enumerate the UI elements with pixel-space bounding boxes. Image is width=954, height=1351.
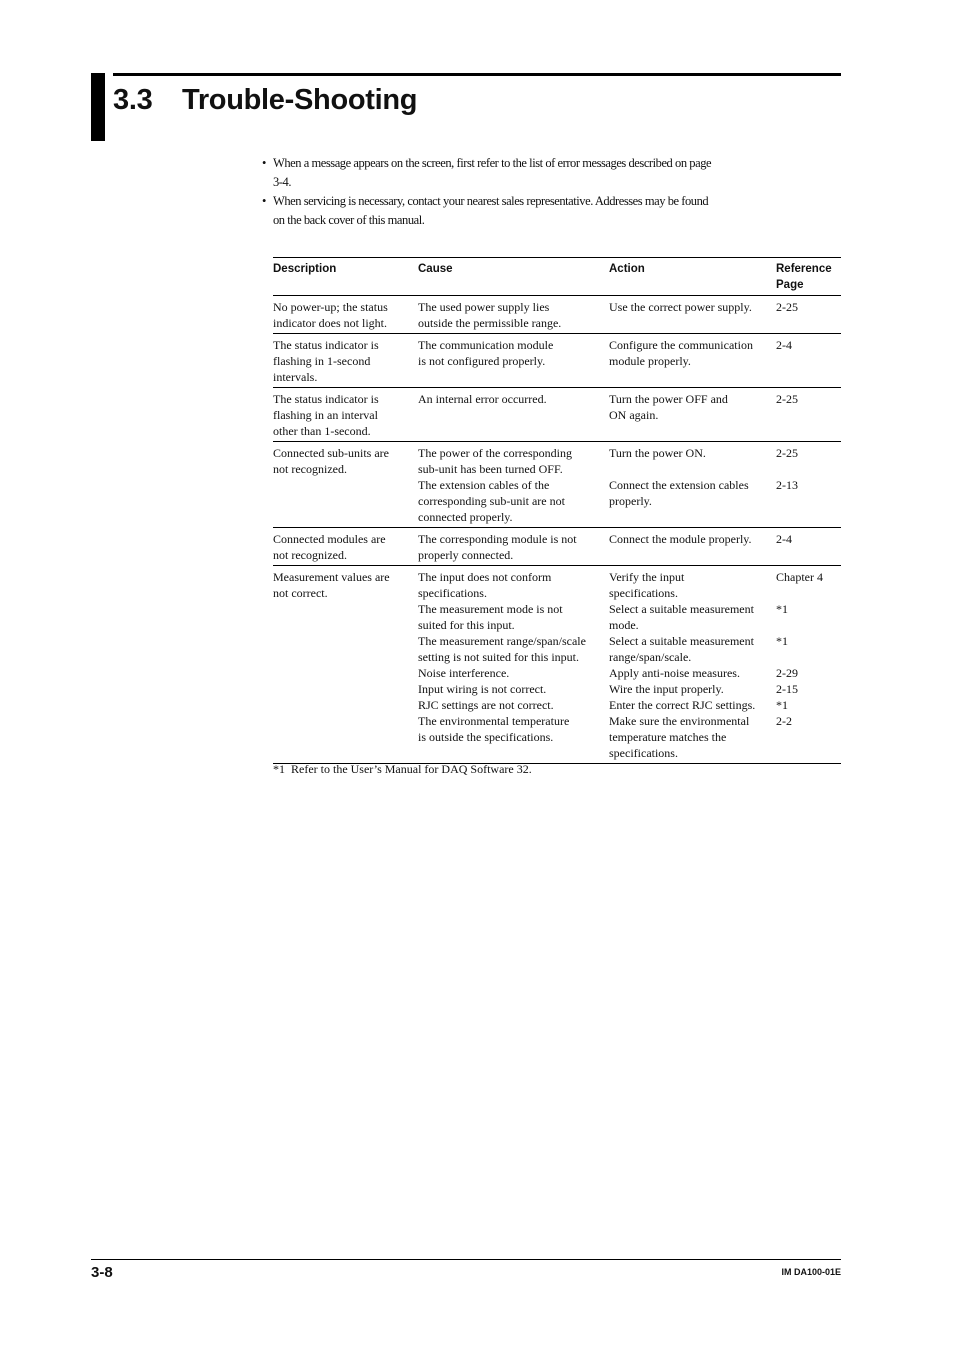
cause-entry [418, 477, 609, 525]
table-row [273, 388, 841, 442]
action-entry [609, 665, 776, 681]
header-label: Reference [776, 263, 832, 275]
reference-cell [776, 388, 841, 442]
action-line: Apply anti-noise measures. [609, 666, 740, 680]
description-line: flashing in an interval [273, 408, 378, 422]
reference-entry [776, 477, 841, 525]
reference-page: 2-15 [776, 682, 798, 696]
cause-cell [418, 296, 609, 334]
footnote [273, 762, 532, 776]
reference-page: 2-25 [776, 300, 798, 314]
table-row [273, 528, 841, 566]
reference-page: *1 [776, 634, 788, 648]
section-heading [113, 82, 417, 118]
cause-line: The measurement range/span/scale [418, 634, 586, 648]
reference-entry [776, 633, 841, 665]
intro-text-line: 3-4. [273, 175, 291, 189]
cause-entry [418, 569, 609, 601]
action-entry [609, 477, 776, 525]
action-entry [609, 337, 776, 369]
cause-line: specifications. [418, 586, 487, 600]
reference-cell [776, 442, 841, 528]
action-cell [609, 442, 776, 528]
reference-entry [776, 299, 841, 331]
page-number: 3-8 [91, 1264, 113, 1281]
table-row [273, 296, 841, 334]
header-label: Description [273, 263, 337, 275]
intro-bullet-item [262, 154, 762, 192]
action-entry [609, 633, 776, 665]
trouble-shooting-table [273, 257, 841, 764]
action-line: module properly. [609, 354, 691, 368]
header-label: Action [609, 263, 645, 275]
description-cell [273, 334, 418, 388]
action-line: Connect the extension cables [609, 478, 749, 492]
reference-page: 2-25 [776, 392, 798, 406]
table-header-row [273, 258, 841, 296]
description-line: The status indicator is [273, 338, 379, 352]
cause-cell [418, 334, 609, 388]
reference-entry [776, 337, 841, 369]
description-cell [273, 296, 418, 334]
reference-page: *1 [776, 698, 788, 712]
cause-entry [418, 713, 609, 761]
header-label: Page [776, 279, 804, 291]
action-line: specifications. [609, 586, 678, 600]
action-line: mode. [609, 618, 639, 632]
description-line: flashing in 1-second [273, 354, 371, 368]
reference-entry [776, 531, 841, 563]
column-header-action [609, 258, 776, 296]
cause-line: setting is not suited for this input. [418, 650, 579, 664]
cause-entry [418, 531, 609, 563]
cause-cell [418, 528, 609, 566]
action-entry [609, 445, 776, 477]
description-cell [273, 566, 418, 764]
action-entry [609, 569, 776, 601]
cause-line: The extension cables of the [418, 478, 550, 492]
action-line: properly. [609, 494, 652, 508]
reference-page: 2-2 [776, 714, 792, 728]
description-cell [273, 528, 418, 566]
section-title: Trouble-Shooting [182, 84, 418, 116]
reference-entry [776, 601, 841, 633]
description-line: Connected sub-units are [273, 446, 389, 460]
bullet-mark: • [262, 156, 266, 170]
description-line: not recognized. [273, 462, 347, 476]
intro-bullet-list [262, 154, 762, 230]
reference-cell [776, 528, 841, 566]
cause-line: is outside the specifications. [418, 730, 554, 744]
description-line: The status indicator is [273, 392, 379, 406]
description-line: Measurement values are [273, 570, 390, 584]
action-entry [609, 601, 776, 633]
cause-entry [418, 681, 609, 697]
intro-text-line: on the back cover of this manual. [273, 213, 425, 227]
reference-page: 2-25 [776, 446, 798, 460]
action-line: Connect the module properly. [609, 532, 752, 546]
intro-bullet-item [262, 192, 762, 230]
action-entry [609, 391, 776, 423]
action-line: range/span/scale. [609, 650, 692, 664]
reference-page: *1 [776, 602, 788, 616]
cause-entry [418, 391, 609, 423]
reference-page: 2-29 [776, 666, 798, 680]
cause-line: The power of the corresponding [418, 446, 572, 460]
reference-cell [776, 566, 841, 764]
reference-entry [776, 391, 841, 423]
description-line: No power-up; the status [273, 300, 388, 314]
cause-cell [418, 442, 609, 528]
cause-line: The communication module [418, 338, 554, 352]
cause-line: Noise interference. [418, 666, 510, 680]
action-line: Wire the input properly. [609, 682, 724, 696]
action-entry [609, 299, 776, 331]
cause-line: The used power supply lies [418, 300, 550, 314]
cause-line: properly connected. [418, 548, 514, 562]
description-line: indicator does not light. [273, 316, 387, 330]
action-cell [609, 334, 776, 388]
cause-line: The environmental temperature [418, 714, 570, 728]
cause-line: corresponding sub-unit are not [418, 494, 565, 508]
table-row [273, 566, 841, 764]
reference-page: 2-13 [776, 478, 798, 492]
description-line: not recognized. [273, 548, 347, 562]
reference-cell [776, 334, 841, 388]
action-entry [609, 697, 776, 713]
column-header-description [273, 258, 418, 296]
action-line: Configure the communication [609, 338, 753, 352]
action-line: Turn the power ON. [609, 446, 706, 460]
table-row [273, 442, 841, 528]
action-line: Verify the input [609, 570, 685, 584]
column-header-cause [418, 258, 609, 296]
header-label: Cause [418, 263, 453, 275]
description-cell [273, 388, 418, 442]
description-line: Connected modules are [273, 532, 386, 546]
cause-entry [418, 445, 609, 477]
action-line: Select a suitable measurement [609, 634, 754, 648]
cause-entry [418, 697, 609, 713]
action-line: Make sure the environmental [609, 714, 750, 728]
description-line: not correct. [273, 586, 328, 600]
action-entry [609, 681, 776, 697]
description-line: other than 1-second. [273, 424, 371, 438]
cause-cell [418, 566, 609, 764]
action-line: Use the correct power supply. [609, 300, 752, 314]
reference-entry [776, 697, 841, 713]
reference-page: 2-4 [776, 532, 792, 546]
section-number: 3.3 [113, 84, 153, 116]
action-cell [609, 528, 776, 566]
intro-text-line: When servicing is necessary, contact your nearest sales representative. Addresses may be found [273, 194, 709, 208]
action-line: ON again. [609, 408, 659, 422]
header-rule [113, 73, 841, 76]
cause-cell [418, 388, 609, 442]
action-line: temperature matches the [609, 730, 727, 744]
cause-line: The input does not conform [418, 570, 552, 584]
reference-page: 2-4 [776, 338, 792, 352]
cause-entry [418, 665, 609, 681]
cause-line: is not configured properly. [418, 354, 546, 368]
reference-entry [776, 665, 841, 681]
cause-entry [418, 299, 609, 331]
cause-line: sub-unit has been turned OFF. [418, 462, 563, 476]
action-line: Turn the power OFF and [609, 392, 728, 406]
footer-rule [91, 1259, 841, 1260]
bullet-mark: • [262, 194, 266, 208]
cause-line: RJC settings are not correct. [418, 698, 554, 712]
cause-entry [418, 337, 609, 369]
footnote-mark: *1 [273, 762, 285, 776]
column-header-reference-page [776, 258, 841, 296]
cause-line: suited for this input. [418, 618, 515, 632]
section-marker-bar [91, 73, 105, 141]
action-cell [609, 388, 776, 442]
action-entry [609, 531, 776, 563]
reference-page: Chapter 4 [776, 570, 823, 584]
reference-entry [776, 713, 841, 761]
reference-entry [776, 681, 841, 697]
cause-line: The measurement mode is not [418, 602, 563, 616]
cause-line: outside the permissible range. [418, 316, 562, 330]
action-line: specifications. [609, 746, 678, 760]
cause-entry [418, 601, 609, 633]
action-line: Select a suitable measurement [609, 602, 754, 616]
cause-line: Input wiring is not correct. [418, 682, 547, 696]
cause-line: The corresponding module is not [418, 532, 577, 546]
document-id: IM DA100-01E [781, 1267, 841, 1277]
action-cell [609, 296, 776, 334]
cause-line: connected properly. [418, 510, 513, 524]
table-row [273, 334, 841, 388]
reference-entry [776, 445, 841, 477]
reference-cell [776, 296, 841, 334]
intro-text-line: When a message appears on the screen, first refer to the list of error messages described on page [273, 156, 712, 170]
action-cell [609, 566, 776, 764]
cause-line: An internal error occurred. [418, 392, 547, 406]
cause-entry [418, 633, 609, 665]
action-entry [609, 713, 776, 761]
action-line: Enter the correct RJC settings. [609, 698, 756, 712]
description-cell [273, 442, 418, 528]
reference-entry [776, 569, 841, 601]
footnote-text: Refer to the User’s Manual for DAQ Software 32. [291, 762, 532, 776]
description-line: intervals. [273, 370, 318, 384]
